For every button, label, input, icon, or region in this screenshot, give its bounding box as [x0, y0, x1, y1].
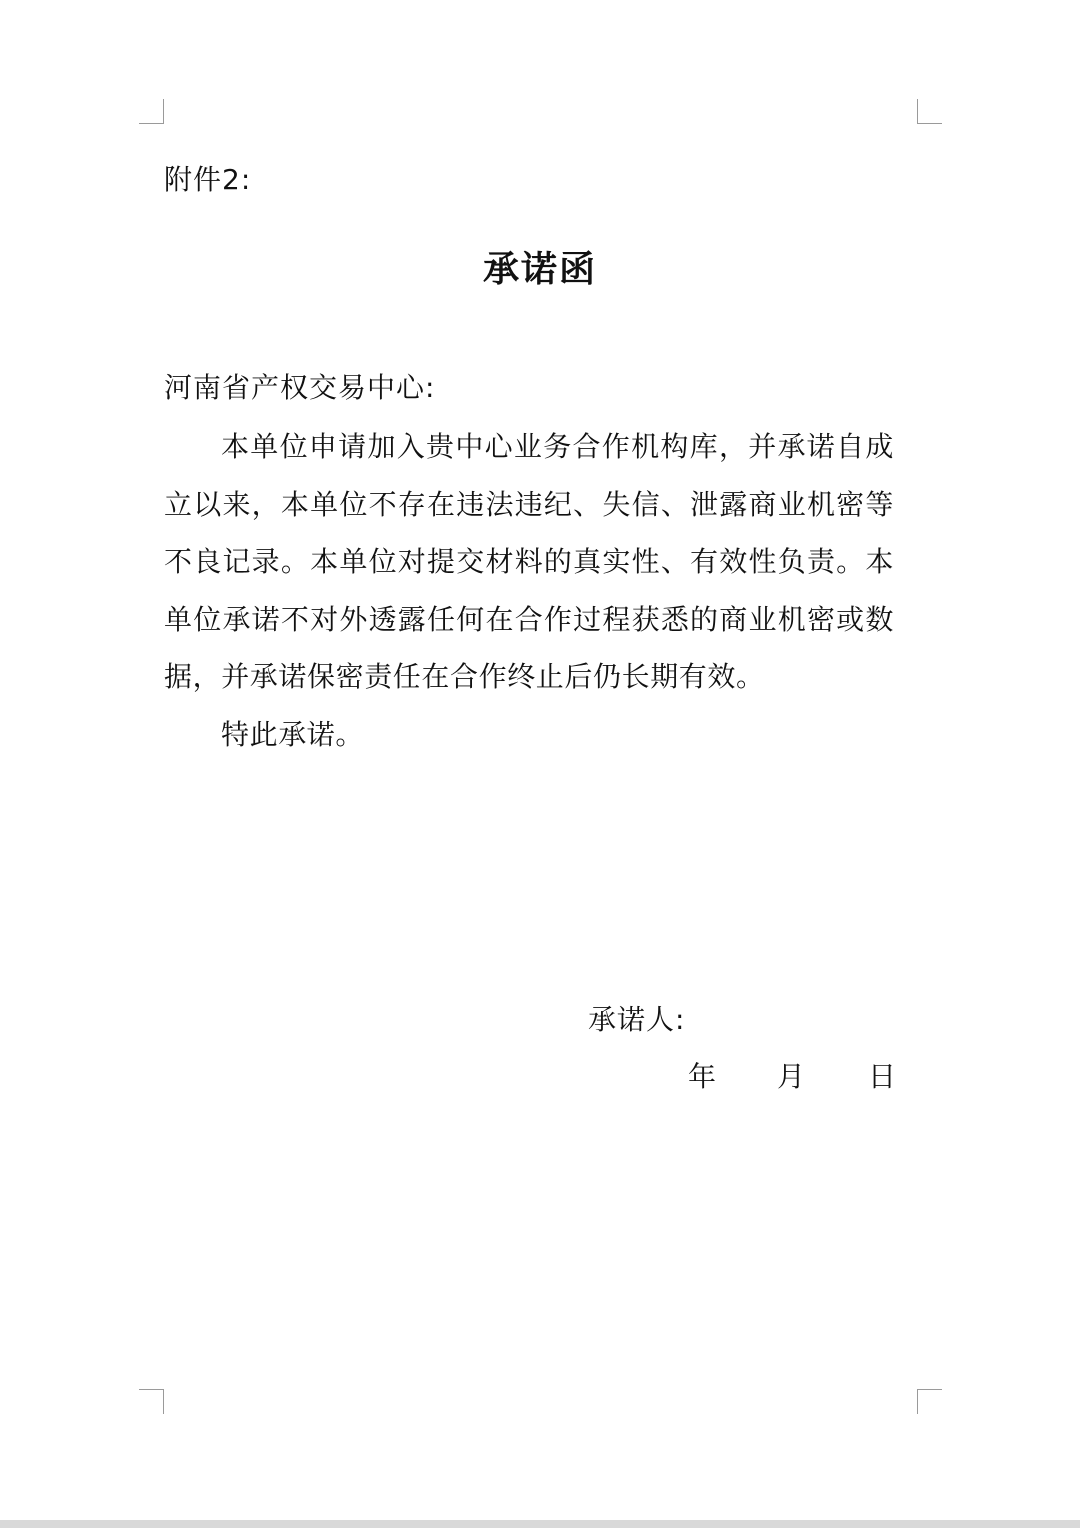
attachment-label: 附件2: — [164, 163, 252, 196]
crop-mark-bottom-left — [139, 1389, 164, 1414]
crop-mark-bottom-right — [917, 1389, 942, 1414]
body-paragraph: 本单位申请加入贵中心业务合作机构库，并承诺自成立以来，本单位不存在违法违纪、失信、泄露商业机密等不良记录。本单位对提交材料的真实性、有效性负责。本单位承诺不对外透露任何在合作过程获悉的商业机密或数据，并承诺保密责任在合作终止后仍长期有效。 — [164, 430, 894, 693]
date-line — [688, 1057, 898, 1097]
date-day-label: 日 — [868, 1060, 897, 1093]
document-title: 承诺函 — [482, 249, 597, 290]
letter-body — [164, 418, 894, 763]
closing-paragraph: 特此承诺。 — [221, 717, 365, 751]
crop-mark-top-right — [917, 99, 942, 124]
date-month-label: 月 — [777, 1060, 806, 1093]
bottom-scrollbar-strip — [0, 1520, 1080, 1528]
crop-mark-top-left — [139, 99, 164, 124]
signer-label: 承诺人: — [588, 1003, 686, 1036]
date-year-label: 年 — [688, 1060, 717, 1093]
recipient-line: 河南省产权交易中心: — [164, 371, 436, 404]
